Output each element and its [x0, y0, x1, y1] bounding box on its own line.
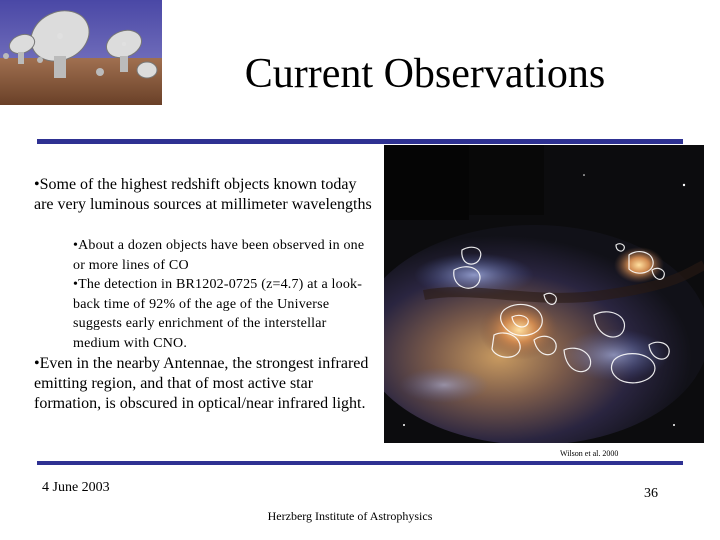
footer-institution: Herzberg Institute of Astrophysics — [267, 509, 433, 523]
bullet-antennae: •Even in the nearby Antennae, the strongest infrared emitting region, and that of most active star formation, is obscured in optical/near infrared light. — [34, 355, 369, 412]
page-number: 36 — [644, 486, 658, 501]
footer-divider — [37, 461, 683, 465]
bullet-high-redshift: •Some of the highest redshift objects known today are very luminous sources at millimeter wavelengths — [34, 176, 372, 213]
slide-title: Current Observations — [244, 51, 606, 97]
sub-bullet-list — [73, 236, 373, 353]
title-divider — [37, 139, 683, 144]
image-credit: Wilson et al. 2000 — [560, 449, 619, 458]
sub-bullet-co-lines: •About a dozen objects have been observed in one or more lines of CO — [73, 238, 365, 273]
telescope-array-image — [0, 0, 162, 105]
antennae-galaxy-image — [384, 145, 704, 443]
footer-date: 4 June 2003 — [42, 480, 110, 495]
sub-bullet-br1202: •The detection in BR1202-0725 (z=4.7) at a look-back time of 92% of the age of the Universe suggests early enrichment of the interstellar medium with CNO. — [73, 277, 363, 351]
